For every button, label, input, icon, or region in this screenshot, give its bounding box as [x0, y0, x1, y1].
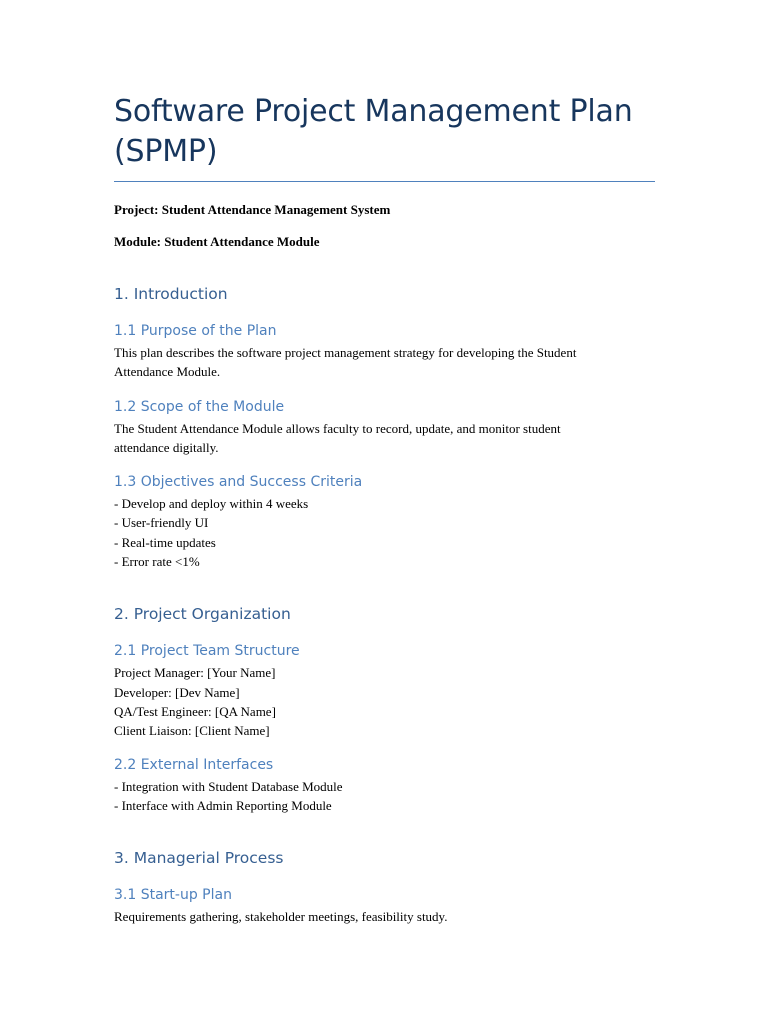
section-1-2-text-line-2: attendance digitally.	[114, 439, 219, 455]
section-1-2-text	[114, 419, 656, 458]
section-1-2-text-line-1: The Student Attendance Module allows faculty to record, update, and monitor student	[114, 420, 561, 436]
section-1-3-heading: 1.3 Objectives and Success Criteria	[114, 474, 363, 491]
section-2-2-list	[114, 777, 656, 816]
list-item: Developer: [Dev Name]	[114, 684, 240, 700]
list-item: - Integration with Student Database Module	[114, 778, 343, 794]
project-line: Project: Student Attendance Management System	[114, 202, 391, 217]
section-1-1-text-line-2: Attendance Module.	[114, 364, 221, 380]
list-item: - Real-time updates	[114, 534, 216, 550]
section-1-2-heading: 1.2 Scope of the Module	[114, 398, 285, 415]
list-item: - Develop and deploy within 4 weeks	[114, 496, 309, 512]
section-3-heading: 3. Managerial Process	[114, 849, 284, 868]
section-2-2-heading: 2.2 External Interfaces	[114, 756, 274, 773]
list-item: - User-friendly UI	[114, 515, 209, 531]
document-page	[114, 92, 656, 926]
title-underline	[114, 181, 655, 182]
list-item: Client Liaison: [Client Name]	[114, 723, 270, 739]
list-item: - Error rate <1%	[114, 554, 200, 570]
document-title-line-1: Software Project Management Plan	[114, 94, 633, 129]
list-item: QA/Test Engineer: [QA Name]	[114, 703, 276, 719]
section-1-3-list	[114, 494, 656, 571]
section-1-1-text	[114, 343, 656, 382]
section-3-1-heading: 3.1 Start-up Plan	[114, 887, 232, 904]
section-2-heading: 2. Project Organization	[114, 605, 291, 624]
list-item: - Interface with Admin Reporting Module	[114, 797, 332, 813]
section-1-1-heading: 1.1 Purpose of the Plan	[114, 323, 277, 339]
document-title	[114, 92, 656, 172]
section-2-1-heading: 2.1 Project Team Structure	[114, 643, 300, 660]
section-1-heading: 1. Introduction	[114, 285, 228, 303]
section-3-1-text: Requirements gathering, stakeholder meetings, feasibility study.	[114, 909, 448, 925]
section-1-1-text-line-1: This plan describes the software project management strategy for developing the Student	[114, 345, 577, 360]
list-item: Project Manager: [Your Name]	[114, 665, 276, 681]
document-title-line-2: (SPMP)	[114, 134, 218, 169]
section-2-1-list	[114, 663, 656, 740]
module-line: Module: Student Attendance Module	[114, 234, 320, 249]
